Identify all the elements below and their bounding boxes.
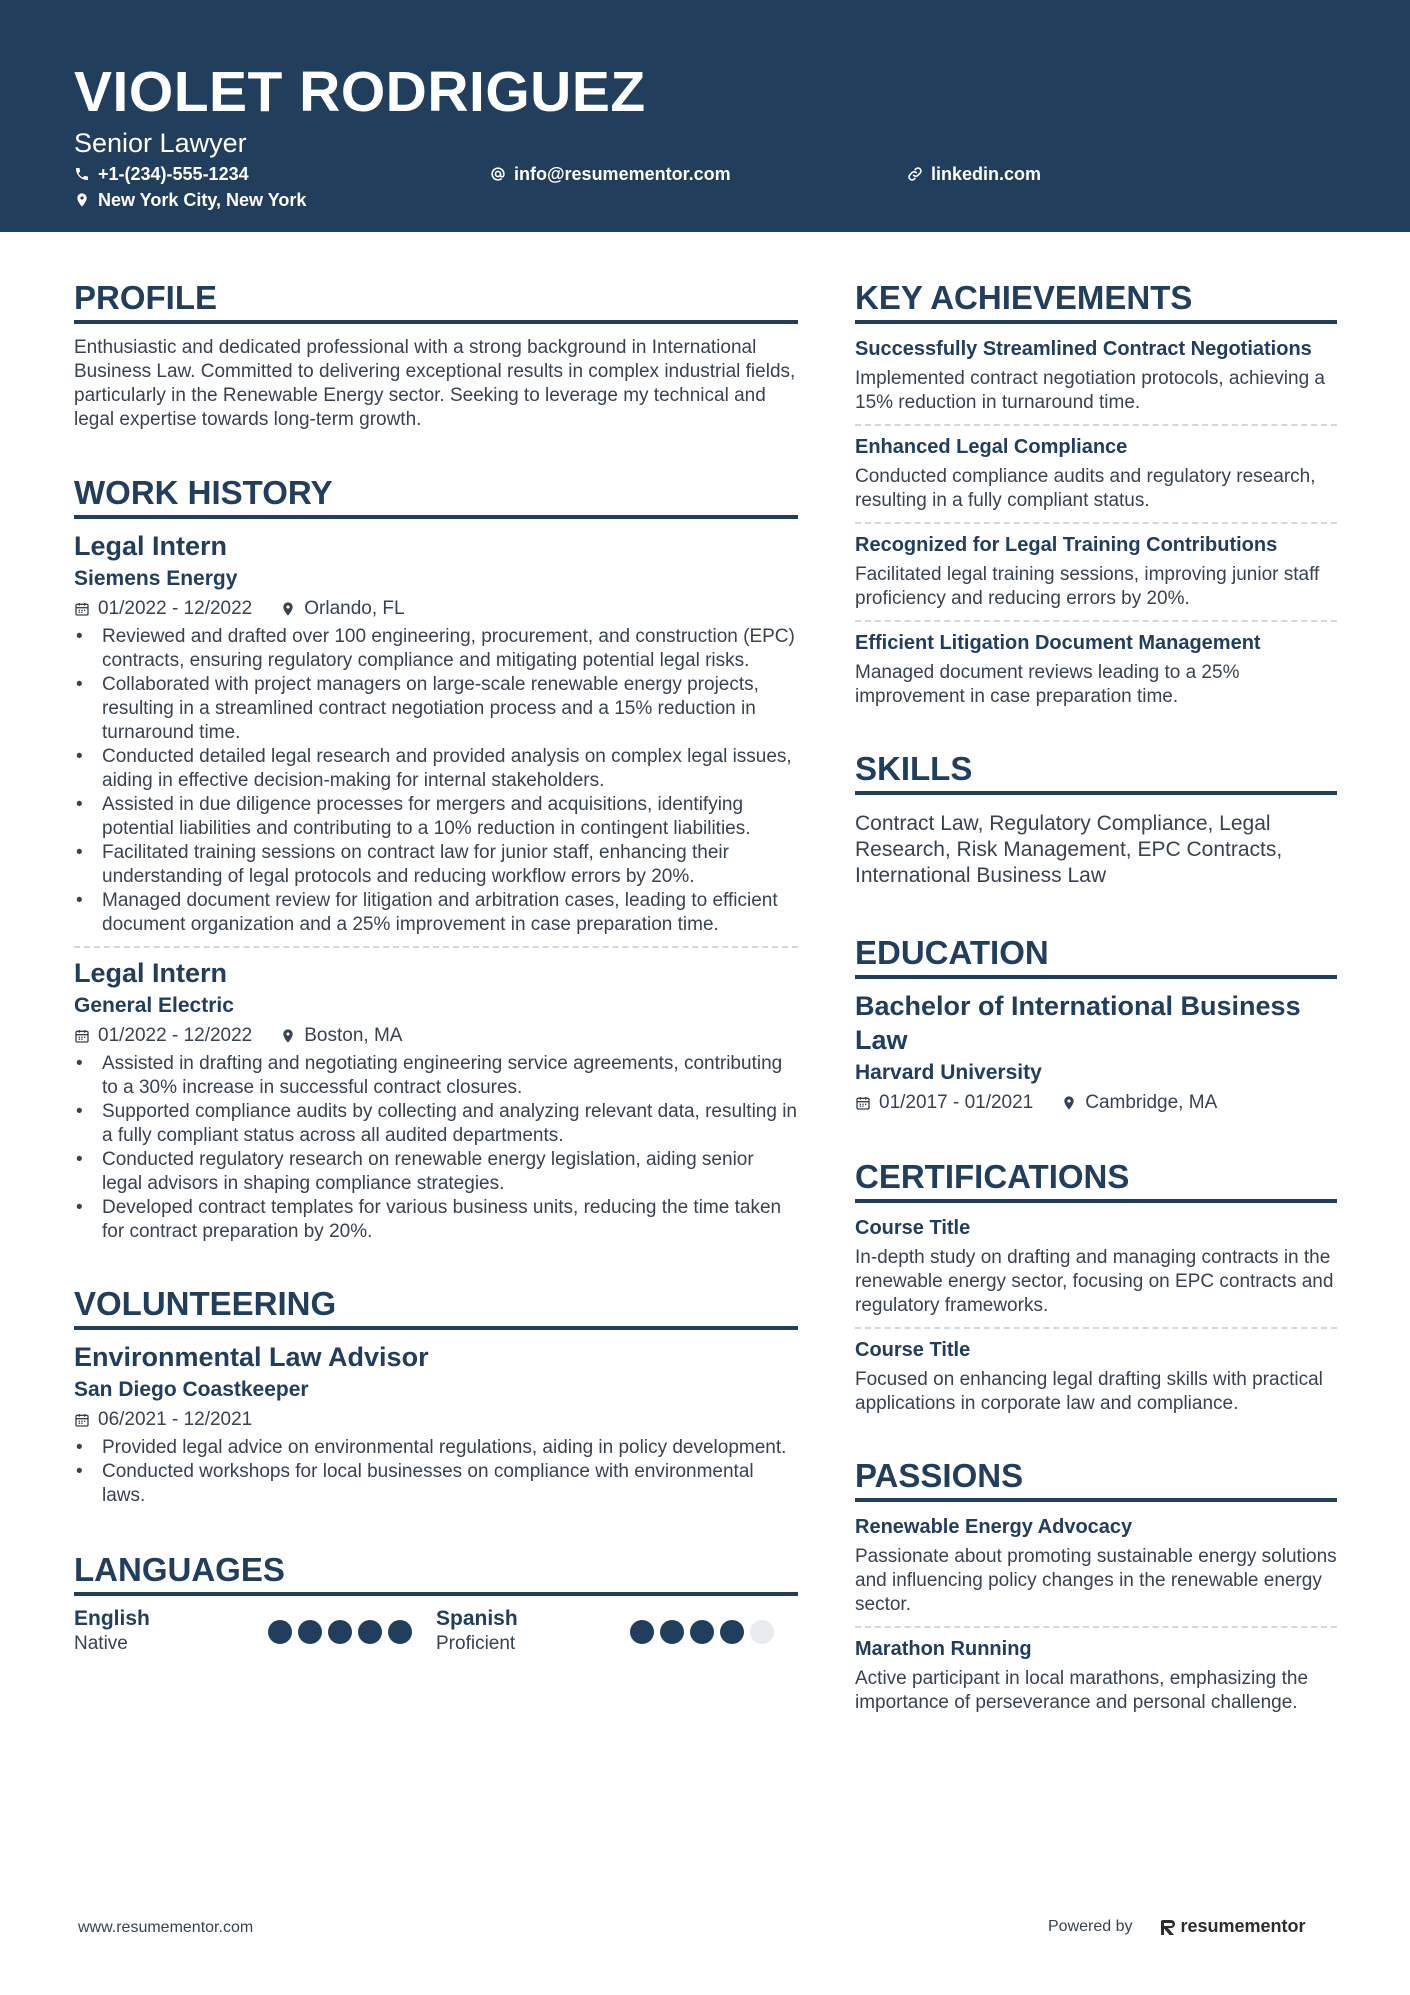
achievement-title: Efficient Litigation Document Management [855, 632, 1261, 654]
key-achievements-section [855, 278, 1337, 709]
achievement-item [855, 336, 1337, 415]
job-dates [74, 1024, 252, 1048]
bullet-item: • Facilitated training sessions on contract law for junior staff, enhancing their understanding of legal protocols and reducing workflow errors by 20%. [74, 841, 798, 889]
degree-title: Bachelor of International Business Law [855, 991, 1301, 1055]
calendar-icon [74, 1028, 90, 1044]
bullet-item: • Supported compliance audits by collecting and analyzing relevant data, resulting in a fully compliant status across all audited departments. [74, 1100, 798, 1148]
job-location [280, 1024, 402, 1048]
powered-by-text: Powered by [1048, 1917, 1133, 1935]
location-text: Boston, MA [304, 1025, 403, 1046]
rating-dot-filled [660, 1620, 684, 1644]
rating-dot-empty [750, 1620, 774, 1644]
job-meta [74, 597, 798, 621]
divider [855, 620, 1337, 622]
certification-item [855, 1337, 1337, 1416]
rating-dot-filled [690, 1620, 714, 1644]
volunteer-org: San Diego Coastkeeper [74, 1378, 309, 1401]
profile-text: Enthusiastic and dedicated professional with a strong background in International Business Law. Committed to delivering exceptional results in complex industrial fields, particularly in the Renewable Energy sector. Seeking to leverage my technical and legal expertise towards long-term growth. [74, 337, 796, 430]
resumementor-logo-icon [1161, 1918, 1177, 1936]
location-pin-icon [280, 1028, 296, 1044]
company-name: Siemens Energy [74, 567, 238, 590]
resume-header [0, 0, 1410, 232]
job-location [280, 597, 404, 621]
section-title: KEY ACHIEVEMENTS [855, 278, 1337, 324]
location-pin-icon [280, 601, 296, 617]
section-title: EDUCATION [855, 933, 1337, 979]
achievement-text: Conducted compliance audits and regulatory research, resulting in a fully compliant status. [855, 466, 1316, 511]
bullet-item: • Conducted detailed legal research and provided analysis on complex legal issues, aiding in effective decision-making for internal stakeholders. [74, 745, 798, 793]
job-dates [74, 597, 252, 621]
language-level: Native [74, 1633, 128, 1654]
left-column [74, 278, 798, 1656]
certification-title: Course Title [855, 1217, 971, 1239]
email-text: info@resumementor.com [514, 164, 731, 184]
certifications-section [855, 1157, 1337, 1416]
bullet-item: • Reviewed and drafted over 100 engineering, procurement, and construction (EPC) contracts, ensuring regulatory compliance and mitigating potential legal risks. [74, 625, 798, 673]
bullet-item: • Assisted in drafting and negotiating engineering service agreements, contributing to a 30% increase in successful contract closures. [74, 1052, 798, 1100]
passion-item [855, 1514, 1337, 1617]
achievement-text: Facilitated legal training sessions, improving junior staff proficiency and reducing errors by 20%. [855, 564, 1320, 609]
dates-text: 06/2021 - 12/2021 [98, 1409, 253, 1430]
calendar-icon [855, 1095, 871, 1111]
section-title: WORK HISTORY [74, 473, 798, 519]
dates-text: 01/2017 - 01/2021 [879, 1092, 1034, 1113]
achievement-title: Enhanced Legal Compliance [855, 436, 1128, 458]
contact-phone[interactable] [74, 162, 249, 186]
divider [855, 522, 1337, 524]
contact-linkedin[interactable] [907, 162, 1041, 186]
brand-text: resumementor [1180, 1916, 1306, 1936]
certification-title: Course Title [855, 1339, 971, 1361]
passion-item [855, 1636, 1337, 1715]
job-title: Legal Intern [74, 958, 228, 988]
job-bullets [74, 1052, 798, 1244]
dates-text: 01/2022 - 12/2022 [98, 598, 253, 619]
candidate-role: Senior Lawyer [74, 128, 247, 158]
location-text: Cambridge, MA [1085, 1092, 1218, 1113]
achievement-title: Recognized for Legal Training Contributions [855, 534, 1278, 556]
section-title: VOLUNTEERING [74, 1284, 798, 1330]
bullet-item: • Developed contract templates for various business units, reducing the time taken for contract preparation by 20%. [74, 1196, 798, 1244]
education-dates [855, 1091, 1033, 1115]
skills-text: Contract Law, Regulatory Compliance, Legal Research, Risk Management, EPC Contracts, International Business Law [855, 812, 1283, 887]
passion-text: Active participant in local marathons, emphasizing the importance of perseverance and personal challenge. [855, 1668, 1309, 1713]
certification-text: Focused on enhancing legal drafting skills with practical applications in corporate law and compliance. [855, 1369, 1323, 1414]
section-title: LANGUAGES [74, 1550, 798, 1596]
location-text: Orlando, FL [304, 598, 405, 619]
achievement-item [855, 630, 1337, 709]
passion-text: Passionate about promoting sustainable energy solutions and influencing policy changes in the renewable energy sector. [855, 1546, 1337, 1615]
contact-location [74, 188, 306, 212]
language-item [74, 1606, 436, 1656]
volunteering-section [74, 1284, 798, 1508]
company-name: General Electric [74, 994, 234, 1017]
rating-dot-filled [268, 1620, 292, 1644]
contact-email[interactable] [490, 162, 731, 186]
education-location [1061, 1091, 1217, 1115]
section-title: SKILLS [855, 749, 1337, 795]
at-icon [490, 166, 506, 182]
bullet-item: • Collaborated with project managers on large-scale renewable energy projects, resulting in a streamlined contract negotiation process and a 15% reduction in turnaround time. [74, 673, 798, 745]
bullet-item: • Managed document review for litigation and arbitration cases, leading to efficient document organization and a 25% improvement in case preparation time. [74, 889, 798, 937]
location-pin-icon [74, 192, 90, 208]
volunteer-dates [74, 1408, 252, 1432]
achievement-text: Managed document reviews leading to a 25% improvement in case preparation time. [855, 662, 1240, 707]
bullet-item: • Conducted workshops for local businesses on compliance with environmental laws. [74, 1460, 798, 1508]
footer-powered-by [1048, 1916, 1306, 1937]
work-history-section [74, 473, 798, 1244]
language-item [436, 1606, 798, 1656]
rating-dot-filled [298, 1620, 322, 1644]
footer-website[interactable]: www.resumementor.com [78, 1919, 254, 1936]
volunteer-role: Environmental Law Advisor [74, 1342, 429, 1372]
language-list [74, 1606, 798, 1656]
calendar-icon [74, 1412, 90, 1428]
rating-dot-filled [388, 1620, 412, 1644]
passion-title: Marathon Running [855, 1638, 1032, 1660]
phone-icon [74, 166, 90, 182]
language-rating [268, 1620, 412, 1644]
passions-section [855, 1456, 1337, 1715]
linkedin-text: linkedin.com [931, 164, 1042, 184]
volunteer-meta [74, 1408, 798, 1432]
education-section [855, 933, 1337, 1115]
achievement-title: Successfully Streamlined Contract Negotiations [855, 338, 1312, 360]
passion-title: Renewable Energy Advocacy [855, 1516, 1133, 1538]
phone-text: +1-(234)-555-1234 [98, 164, 249, 184]
bullet-item: • Provided legal advice on environmental regulations, aiding in policy development. [74, 1436, 798, 1460]
rating-dot-filled [358, 1620, 382, 1644]
brand-logo[interactable] [1161, 1916, 1306, 1937]
language-name: English [74, 1607, 150, 1630]
section-title: CERTIFICATIONS [855, 1157, 1337, 1203]
school-name: Harvard University [855, 1061, 1042, 1084]
divider [855, 1327, 1337, 1329]
job-title: Legal Intern [74, 531, 228, 561]
rating-dot-filled [720, 1620, 744, 1644]
dates-text: 01/2022 - 12/2022 [98, 1025, 253, 1046]
languages-section [74, 1550, 798, 1656]
right-column [855, 278, 1337, 1715]
achievement-item [855, 532, 1337, 611]
location-pin-icon [1061, 1095, 1077, 1111]
achievement-text: Implemented contract negotiation protocols, achieving a 15% reduction in turnaround time. [855, 368, 1325, 413]
job-entry [74, 956, 798, 1244]
section-title: PASSIONS [855, 1456, 1337, 1502]
divider [74, 946, 798, 948]
job-meta [74, 1024, 798, 1048]
rating-dot-filled [630, 1620, 654, 1644]
bullet-item: • Conducted regulatory research on renewable energy legislation, aiding senior legal advisors in shaping compliance strategies. [74, 1148, 798, 1196]
certification-text: In-depth study on drafting and managing contracts in the renewable energy sector, focusing on EPC contracts and regulatory frameworks. [855, 1247, 1334, 1316]
language-rating [630, 1620, 774, 1644]
certification-item [855, 1215, 1337, 1318]
rating-dot-filled [328, 1620, 352, 1644]
candidate-name: VIOLET RODRIGUEZ [74, 60, 646, 124]
link-icon [907, 166, 923, 182]
job-entry [74, 529, 798, 937]
profile-section [74, 278, 798, 432]
language-name: Spanish [436, 1607, 518, 1630]
divider [855, 424, 1337, 426]
calendar-icon [74, 601, 90, 617]
education-meta [855, 1091, 1337, 1115]
section-title: PROFILE [74, 278, 798, 324]
skills-section [855, 749, 1337, 889]
bullet-item: • Assisted in due diligence processes for mergers and acquisitions, identifying potential liabilities and contributing to a 10% reduction in contingent liabilities. [74, 793, 798, 841]
language-level: Proficient [436, 1633, 516, 1654]
job-bullets [74, 625, 798, 937]
divider [855, 1626, 1337, 1628]
achievement-item [855, 434, 1337, 513]
location-text: New York City, New York [98, 190, 307, 210]
volunteer-bullets [74, 1436, 798, 1508]
